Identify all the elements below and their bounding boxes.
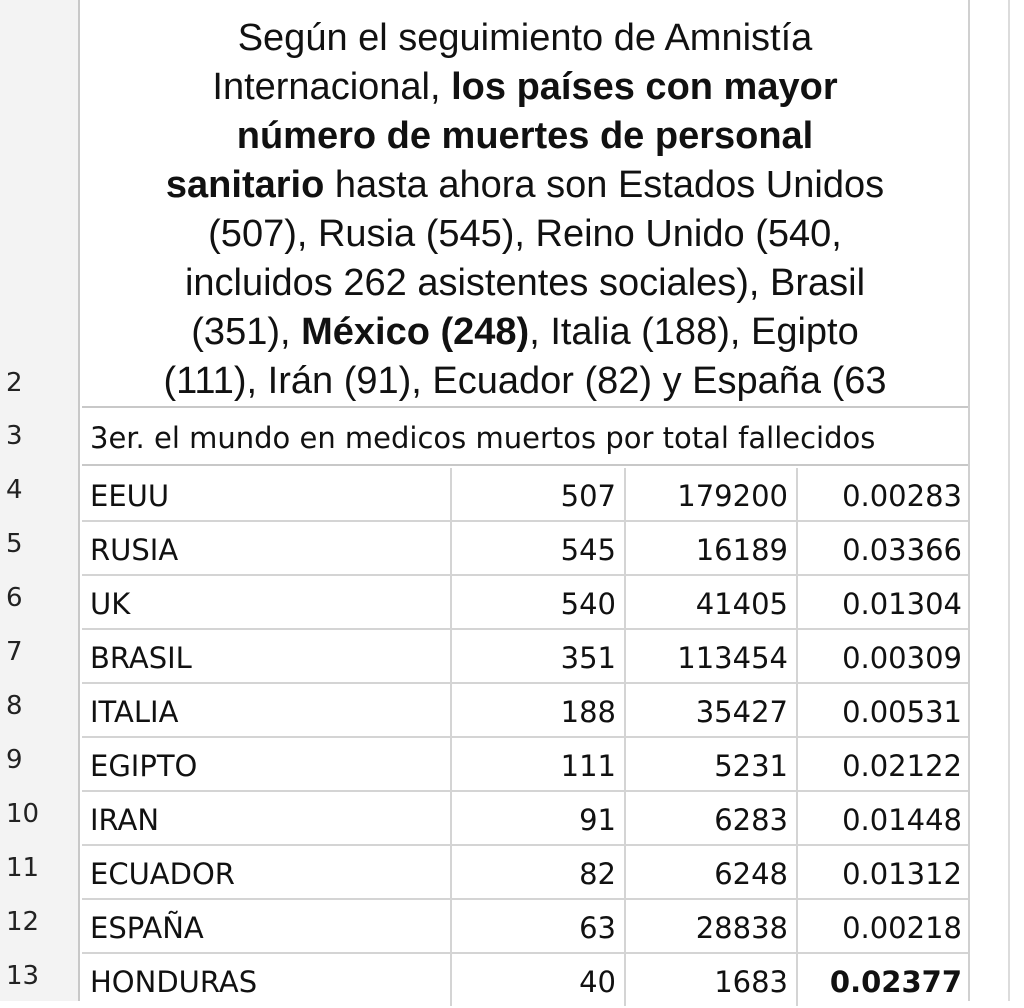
medicos-cell[interactable]: 63 <box>452 900 626 952</box>
note-cell[interactable] <box>82 0 968 408</box>
table-row <box>82 738 968 792</box>
medicos-cell[interactable]: 351 <box>452 630 626 682</box>
country-cell[interactable]: IRAN <box>82 792 452 844</box>
row-header-column <box>0 0 80 1001</box>
note-bold-segment: los países con mayor <box>451 66 838 108</box>
medicos-cell[interactable]: 91 <box>452 792 626 844</box>
note-line: (111), Irán (91), Ecuador (82) y España (63 <box>163 360 887 402</box>
table-row <box>82 468 968 522</box>
total-cell[interactable]: 113454 <box>626 630 798 682</box>
medicos-cell[interactable]: 507 <box>452 468 626 520</box>
row-number-5[interactable]: 5 <box>6 529 23 559</box>
note-segment: (351), <box>191 311 302 353</box>
country-cell[interactable]: ITALIA <box>82 684 452 736</box>
total-cell[interactable]: 41405 <box>626 576 798 628</box>
note-line <box>82 308 968 357</box>
table-row <box>82 792 968 846</box>
empty-column[interactable] <box>968 0 1024 1001</box>
row-number-12[interactable]: 12 <box>6 907 40 937</box>
country-cell[interactable]: ECUADOR <box>82 846 452 898</box>
ratio-cell[interactable]: 0.03366 <box>842 533 962 567</box>
note-line: Según el seguimiento de Amnistía <box>237 17 813 59</box>
total-cell[interactable]: 16189 <box>626 522 798 574</box>
ratio-cell[interactable]: 0.01312 <box>842 857 962 891</box>
country-cell[interactable]: UK <box>82 576 452 628</box>
column-divider <box>1008 0 1010 1001</box>
note-line <box>82 161 968 210</box>
ratio-cell-highlighted[interactable]: 0.02377 <box>829 965 962 999</box>
medicos-cell[interactable]: 188 <box>452 684 626 736</box>
total-cell[interactable]: 1683 <box>626 954 798 1006</box>
ratio-cell[interactable]: 0.00309 <box>842 641 962 675</box>
ratio-cell[interactable]: 0.00283 <box>842 479 962 513</box>
country-cell[interactable]: EEUU <box>82 468 452 520</box>
note-bold-segment: sanitario <box>165 164 325 206</box>
table-row <box>82 522 968 576</box>
medicos-cell[interactable]: 540 <box>452 576 626 628</box>
row-number-2[interactable]: 2 <box>6 368 23 398</box>
table-subtitle-cell[interactable]: 3er. el mundo en medicos muertos por total fallecidos <box>82 410 968 466</box>
ratio-cell[interactable]: 0.00218 <box>842 911 962 945</box>
table-row <box>82 900 968 954</box>
medicos-cell[interactable]: 82 <box>452 846 626 898</box>
total-cell[interactable]: 6283 <box>626 792 798 844</box>
note-bold-segment: México (248) <box>301 311 530 353</box>
country-cell[interactable]: EGIPTO <box>82 738 452 790</box>
row-number-6[interactable]: 6 <box>6 583 23 613</box>
total-cell[interactable]: 179200 <box>626 468 798 520</box>
row-number-4[interactable]: 4 <box>6 475 23 505</box>
note-line <box>82 63 968 112</box>
note-segment: , Italia (188), Egipto <box>529 311 859 353</box>
ratio-cell[interactable]: 0.02122 <box>842 749 962 783</box>
total-cell[interactable]: 6248 <box>626 846 798 898</box>
note-segment: Internacional, <box>212 66 452 108</box>
row-number-13[interactable]: 13 <box>6 961 40 991</box>
table-row <box>82 630 968 684</box>
country-cell[interactable]: RUSIA <box>82 522 452 574</box>
medicos-cell[interactable]: 40 <box>452 954 626 1006</box>
medicos-cell[interactable]: 111 <box>452 738 626 790</box>
country-cell[interactable]: BRASIL <box>82 630 452 682</box>
ratio-cell[interactable]: 0.00531 <box>842 695 962 729</box>
ratio-cell[interactable]: 0.01448 <box>842 803 962 837</box>
row-number-10[interactable]: 10 <box>6 799 40 829</box>
note-segment: hasta ahora son Estados Unidos <box>324 164 885 206</box>
row-number-11[interactable]: 11 <box>6 853 40 883</box>
note-line: incluidos 262 asistentes sociales), Brasil <box>184 262 866 304</box>
country-cell[interactable]: ESPAÑA <box>82 900 452 952</box>
ratio-cell[interactable]: 0.01304 <box>842 587 962 621</box>
table-row <box>82 684 968 738</box>
table-row <box>82 576 968 630</box>
total-cell[interactable]: 28838 <box>626 900 798 952</box>
country-cell[interactable]: HONDURAS <box>82 954 452 1006</box>
note-line: (507), Rusia (545), Reino Unido (540, <box>208 213 842 255</box>
row-number-9[interactable]: 9 <box>6 745 23 775</box>
row-number-3[interactable]: 3 <box>6 421 23 451</box>
medicos-cell[interactable]: 545 <box>452 522 626 574</box>
note-line <box>82 112 968 161</box>
table-row <box>82 846 968 900</box>
row-number-7[interactable]: 7 <box>6 637 23 667</box>
note-bold-segment: número de muertes de personal <box>236 115 814 157</box>
row-number-8[interactable]: 8 <box>6 691 23 721</box>
total-cell[interactable]: 5231 <box>626 738 798 790</box>
total-cell[interactable]: 35427 <box>626 684 798 736</box>
table-row <box>82 954 968 1008</box>
note-text <box>82 14 968 406</box>
